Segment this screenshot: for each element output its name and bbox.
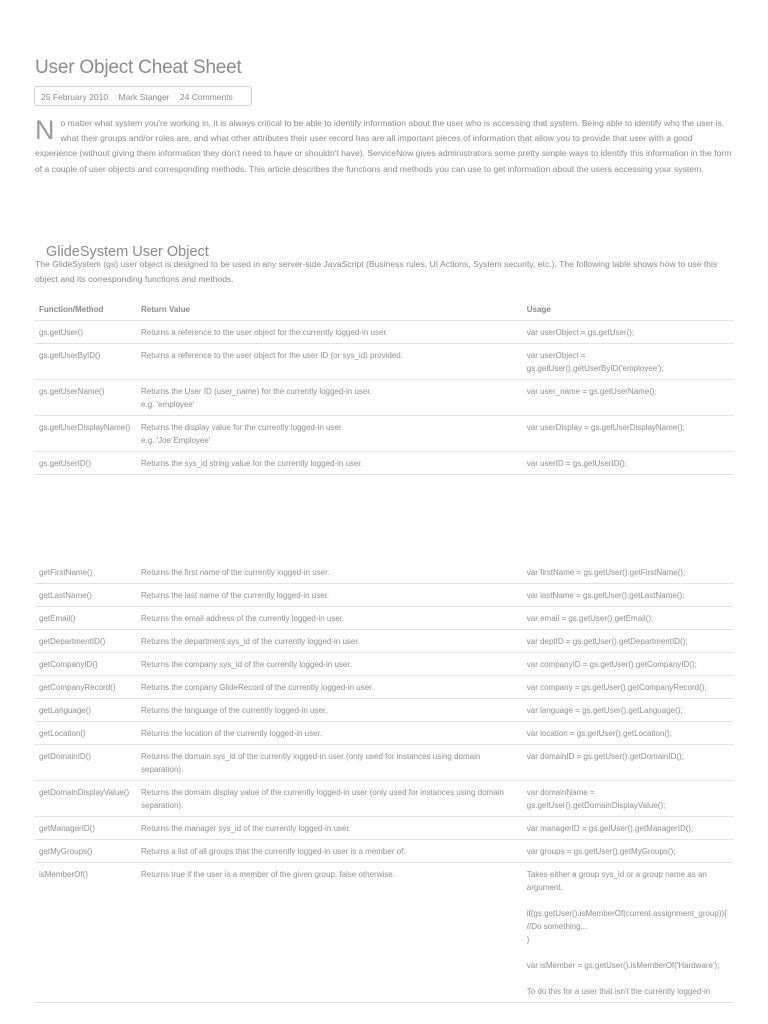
return-value-cell [137, 416, 523, 452]
table-row [35, 863, 733, 1003]
post-date: 25 February 2010 [41, 92, 109, 102]
return-value-cell [137, 584, 523, 607]
usage-cell [523, 321, 733, 344]
function-name-cell: getDepartmentID() [35, 630, 137, 653]
return-value-cell [137, 722, 523, 745]
usage-line [527, 894, 729, 907]
function-name-cell: getDomainDisplayValue() [35, 781, 137, 817]
usage-line: var userDisplay = gs.getUserDisplayName(); [526, 423, 685, 432]
return-value-cell [137, 676, 523, 699]
function-name-cell: getManagerID() [35, 817, 137, 840]
return-value-cell [137, 344, 523, 380]
return-value-line: Returns the department sys_id of the currently logged-in user. [141, 637, 360, 646]
return-value-line: Returns the display value for the currently logged-in user. [141, 423, 344, 432]
function-name-cell: getCompanyID() [35, 653, 137, 676]
return-value-cell [137, 653, 523, 676]
usage-line: gs.getUser().getUserByID('employee'); [526, 364, 664, 373]
usage-cell [523, 781, 733, 817]
usage-line [527, 972, 729, 985]
return-value-line: Returns the company GlideRecord of the currently logged-in user. [141, 683, 374, 692]
return-value-cell [137, 607, 523, 630]
table-row [35, 840, 733, 863]
usage-line: Takes either a group sys_id or a group name as an argument. [526, 870, 707, 892]
user-function-table [35, 561, 733, 1003]
usage-line: var lastName = gs.getUser().getLastName(); [526, 591, 685, 600]
return-value-line: Returns the User ID (user_name) for the currently logged-in user. [141, 387, 372, 396]
usage-line: To do this for a user that isn't the currently logged-in [526, 987, 711, 996]
section-title: GlideSystem User Object [46, 244, 209, 261]
usage-line: var userObject = [526, 351, 586, 360]
user-table-body [35, 561, 733, 1003]
return-value-line: e.g. 'Joe Employee' [141, 436, 211, 445]
return-value-line: Returns the language of the currently logged-in user. [141, 706, 328, 715]
return-value-cell [137, 863, 523, 1003]
usage-cell [523, 416, 733, 452]
table-row [35, 584, 733, 607]
intro-paragraph [35, 116, 735, 177]
function-name-cell: getLastName() [35, 584, 137, 607]
usage-cell [523, 630, 733, 653]
usage-line: var groups = gs.getUser().getMyGroups(); [526, 847, 676, 856]
table-row [35, 321, 733, 344]
usage-line: var language = gs.getUser().getLanguage(); [526, 706, 683, 715]
usage-cell [523, 863, 733, 1003]
usage-line: //Do something... [526, 922, 588, 931]
usage-line: var location = gs.getUser().getLocation(); [526, 729, 672, 738]
return-value-line: Returns the location of the currently logged-in user. [141, 729, 323, 738]
usage-line: var deptID = gs.getUser().getDepartmentID(); [526, 637, 688, 646]
function-name-cell: gs.getUserName() [35, 380, 137, 416]
table-header-row [35, 298, 733, 321]
usage-cell [523, 840, 733, 863]
table-row [35, 380, 733, 416]
function-name-cell: gs.getUserDisplayName() [35, 416, 137, 452]
function-name-cell: gs.getUserID() [35, 452, 137, 475]
return-value-cell [137, 817, 523, 840]
usage-cell [523, 722, 733, 745]
usage-line: if(gs.getUser().isMemberOf(current.assignment_group)){ [526, 909, 727, 918]
usage-cell [523, 676, 733, 699]
post-comments[interactable]: 24 Comments [179, 92, 233, 102]
table-row [35, 607, 733, 630]
function-name-cell: getLocation() [35, 722, 137, 745]
function-name-cell: getMyGroups() [35, 840, 137, 863]
return-value-line: Returns the domain sys_id of the currently logged-in user (only used for instances using domain separation). [141, 752, 481, 774]
usage-line: var user_name = gs.getUserName(); [526, 387, 657, 396]
usage-line [527, 946, 729, 959]
return-value-line: Returns the last name of the currently logged-in user. [141, 591, 330, 600]
return-value-line: Returns a reference to the user object for the user ID (or sys_id) provided. [141, 351, 403, 360]
usage-line: var companyID = gs.getUser().getCompanyID(); [526, 660, 697, 669]
usage-line: } [526, 935, 530, 944]
usage-line: var userObject = gs.getUser(); [526, 328, 635, 337]
header-return: Return Value [137, 298, 523, 321]
return-value-line: Returns the first name of the currently logged-in user. [141, 568, 330, 577]
return-value-line: Returns true if the user is a member of the given group, false otherwise. [141, 870, 395, 879]
header-function: Function/Method [35, 298, 137, 321]
usage-line: var isMember = gs.getUser().isMemberOf('Hardware'); [526, 961, 720, 970]
gs-function-table [35, 298, 733, 475]
function-name-cell: getLanguage() [35, 699, 137, 722]
function-name-cell: gs.getUser() [35, 321, 137, 344]
return-value-line: Returns the email address of the currently logged-in user. [141, 614, 345, 623]
table-row [35, 817, 733, 840]
post-author[interactable]: Mark Stanger [118, 92, 170, 102]
usage-cell [523, 561, 733, 584]
post-meta [34, 86, 252, 106]
usage-line: var managerID = gs.getUser().getManagerID(); [526, 824, 694, 833]
return-value-cell [137, 745, 523, 781]
usage-cell [523, 344, 733, 380]
table-row [35, 561, 733, 584]
return-value-cell [137, 630, 523, 653]
return-value-line: Returns the company sys_id of the currently logged-in user. [141, 660, 352, 669]
return-value-cell [137, 699, 523, 722]
return-value-cell [137, 321, 523, 344]
usage-cell [523, 745, 733, 781]
page-title: User Object Cheat Sheet [35, 56, 242, 78]
intro-text: o matter what system you're working in, it is always critical to be able to identify information about the user who is accessing that system. Being able to identify who the user is, what their groups and/or roles are, and what other attributes their user record has are all important pieces of information that allow you to provide that user with a good experience (without giving them information they don't need to have or shouldn't have). ServiceNow gives administrators some pretty simple ways to identify this information in the form of a couple of user objects and corresponding methods. This article describes the functions and methods you can use to get information about the users accessing your system. [35, 118, 732, 174]
function-name-cell: isMemberOf() [35, 863, 137, 1003]
drop-cap: N [35, 115, 55, 145]
table-row [35, 781, 733, 817]
usage-line: var company = gs.getUser().getCompanyRecord(); [526, 683, 707, 692]
header-usage: Usage [523, 298, 733, 321]
return-value-cell [137, 380, 523, 416]
function-name-cell: getEmail() [35, 607, 137, 630]
function-name-cell: getCompanyRecord() [35, 676, 137, 699]
table-row [35, 452, 733, 475]
table-row [35, 344, 733, 380]
gs-table-body [35, 321, 733, 475]
return-value-cell [137, 452, 523, 475]
return-value-cell [137, 781, 523, 817]
usage-cell [523, 817, 733, 840]
usage-cell [523, 380, 733, 416]
usage-line: var domainID = gs.getUser().getDomainID(); [526, 752, 684, 761]
return-value-line: Returns the manager sys_id of the currently logged-in user. [141, 824, 351, 833]
usage-line: var userID = gs.getUserID(); [526, 459, 628, 468]
function-name-cell: getFirstName() [35, 561, 137, 584]
usage-line: gs.getUser().getDomainDisplayValue(); [526, 801, 666, 810]
table-row [35, 722, 733, 745]
usage-line: var email = gs.getUser().getEmail(); [526, 614, 654, 623]
table-row [35, 745, 733, 781]
return-value-line: Returns the domain display value of the currently logged-in user (only used for instances using domain separation). [141, 788, 504, 810]
table-row [35, 676, 733, 699]
usage-cell [523, 653, 733, 676]
return-value-cell [137, 561, 523, 584]
table-row [35, 699, 733, 722]
usage-line: var domainName = [526, 788, 595, 797]
return-value-line: e.g. 'employee' [141, 400, 195, 409]
return-value-line: Returns a list of all groups that the currently logged-in user is a member of. [141, 847, 406, 856]
function-name-cell: gs.getUserByID() [35, 344, 137, 380]
usage-cell [523, 607, 733, 630]
usage-cell [523, 584, 733, 607]
table-row [35, 416, 733, 452]
section-intro: The GlideSystem (gs) user object is designed to be used in any server-side JavaScript (Business rules, UI Actions, System security, etc.). The following table shows how to use this object and its corresponding functions and methods. [35, 259, 718, 284]
return-value-line: Returns a reference to the user object for the currently logged-in user. [141, 328, 388, 337]
function-name-cell: getDomainID() [35, 745, 137, 781]
return-value-cell [137, 840, 523, 863]
usage-cell [523, 699, 733, 722]
table-row [35, 630, 733, 653]
return-value-line: Returns the sys_id string value for the currently logged-in user. [141, 459, 363, 468]
usage-cell [523, 452, 733, 475]
table-row [35, 653, 733, 676]
usage-line: var firstName = gs.getUser().getFirstName(); [526, 568, 686, 577]
